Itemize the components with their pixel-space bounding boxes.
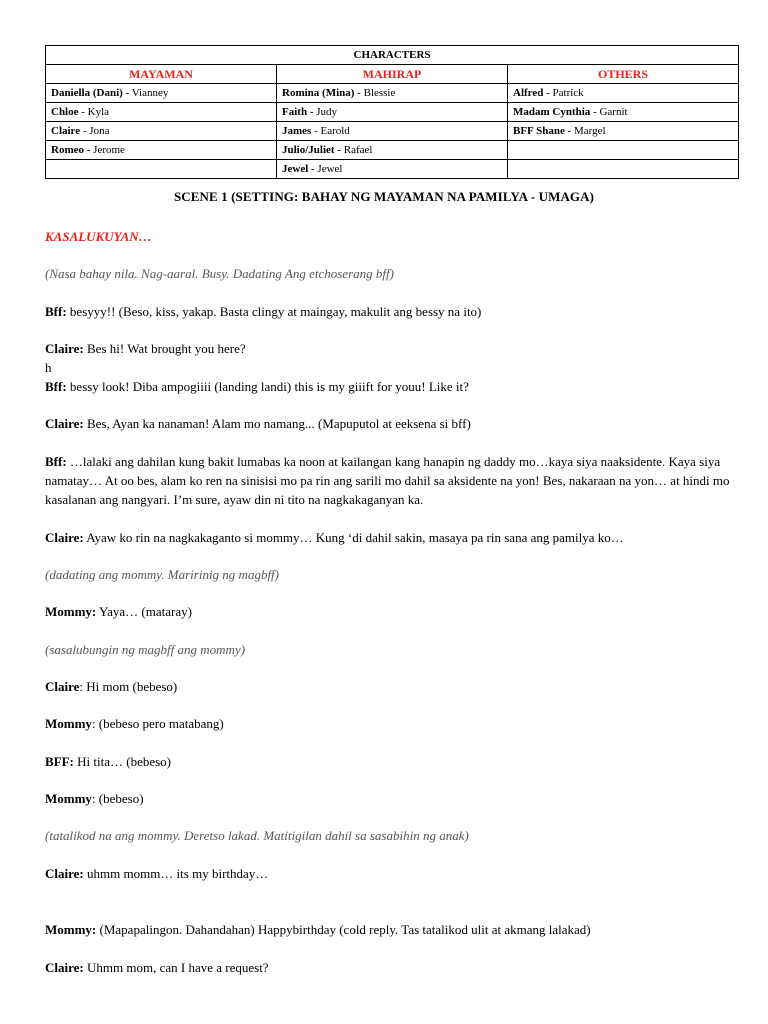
- dialogue-line: [45, 602, 735, 621]
- speaker: Claire:: [45, 960, 84, 975]
- actor-name: - Jerome: [84, 143, 125, 156]
- actor-name: - Rafael: [334, 143, 373, 156]
- dialogue-line: [45, 920, 735, 939]
- table-cell: [277, 160, 508, 179]
- table-cell: [46, 84, 277, 103]
- stage-direction: (dadating ang mommy. Maririnig ng magbff): [45, 567, 279, 582]
- dialogue-text: Yaya… (mataray): [96, 604, 192, 619]
- speaker: Bff:: [45, 304, 67, 319]
- dialogue-text: Hi tita… (bebeso): [73, 754, 172, 769]
- speaker: Claire: [45, 679, 80, 694]
- actor-name: - Jewel: [308, 162, 343, 175]
- dialogue-text: Bes hi! Wat brought you here?: [83, 341, 246, 356]
- actor-name: - Judy: [307, 105, 338, 118]
- dialogue-text: uhmm momm… its my birthday…: [83, 866, 269, 881]
- character-name: Claire: [51, 124, 81, 137]
- speaker: Mommy:: [45, 922, 97, 937]
- dialogue-text: Bes, Ayan ka nanaman! Alam mo namang... (Mapuputol at eeksena si bff): [83, 416, 471, 431]
- table-row: [46, 160, 739, 179]
- dialogue-text: Ayaw ko rin na nagkakaganto si mommy… Kung ‘di dahil sakin, masaya pa rin sana ang pamilya ko…: [83, 530, 624, 545]
- table-cell: [508, 122, 739, 141]
- dialogue-text: : (bebeso): [91, 791, 144, 806]
- speaker: Mommy:: [45, 604, 97, 619]
- dialogue-text: : (bebeso pero matabang): [91, 716, 224, 731]
- table-cell: [508, 103, 739, 122]
- actor-name: - Margel: [564, 124, 606, 137]
- speaker: BFF:: [45, 754, 74, 769]
- table-cell: [46, 141, 277, 160]
- character-name: Jewel: [282, 162, 309, 175]
- character-name: Romina (Mina): [282, 86, 355, 99]
- table-cell: [508, 141, 739, 160]
- speaker: Claire:: [45, 866, 84, 881]
- actor-name: - Garnit: [590, 105, 628, 118]
- character-name: Alfred: [513, 86, 544, 99]
- dialogue-line: [45, 864, 735, 883]
- table-row: [46, 122, 739, 141]
- table-row: [46, 84, 739, 103]
- table-cell: [46, 160, 277, 179]
- table-cell: [277, 84, 508, 103]
- table-cell: [46, 122, 277, 141]
- table-cell: [46, 103, 277, 122]
- column-header-mahirap: MAHIRAP: [277, 65, 508, 84]
- character-name: Romeo: [51, 143, 84, 156]
- stage-direction: (sasalubungin ng magbff ang mommy): [45, 642, 246, 657]
- character-name: James: [282, 124, 312, 137]
- dialogue-line: [45, 752, 735, 771]
- characters-table: [45, 45, 739, 179]
- actor-name: - Blessie: [354, 86, 396, 99]
- dialogue-text: Uhmm mom, can I have a request?: [83, 960, 269, 975]
- character-name: Faith: [282, 105, 308, 118]
- dialogue-line: [45, 528, 735, 547]
- table-cell: [508, 160, 739, 179]
- character-name: Julio/Juliet: [282, 143, 335, 156]
- actor-name: - Kyla: [78, 105, 110, 118]
- dialogue-text: (Mapapalingon. Dahandahan) Happybirthday (cold reply. Tas tatalikod ulit at akmang lalakad): [96, 922, 591, 937]
- table-cell: [277, 122, 508, 141]
- table-cell: [508, 84, 739, 103]
- table-cell: [277, 103, 508, 122]
- dialogue-text: besyyy!! (Beso, kiss, yakap. Basta clingy at maingay, makulit ang bessy na ito): [66, 304, 482, 319]
- column-header-mayaman: MAYAMAN: [46, 65, 277, 84]
- dialogue-line: [45, 958, 735, 977]
- stage-direction: (Nasa bahay nila. Nag-aaral. Busy. Dadating Ang etchoserang bff): [45, 266, 394, 281]
- time-marker: KASALUKUYAN…: [45, 229, 152, 244]
- stage-direction: (tatalikod na ang mommy. Deretso lakad. Matitigilan dahil sa sasabihin ng anak): [45, 828, 469, 843]
- dialogue-line: [45, 677, 735, 696]
- actor-name: - Vianney: [122, 86, 169, 99]
- dialogue-line: [45, 414, 735, 433]
- scene-heading: SCENE 1 (SETTING: BAHAY NG MAYAMAN NA PAMILYA - UMAGA): [173, 189, 595, 204]
- table-title: CHARACTERS: [46, 46, 739, 65]
- speaker: Bff:: [45, 454, 67, 469]
- character-name: Madam Cynthia: [513, 105, 591, 118]
- speaker: Mommy: [45, 716, 92, 731]
- dialogue-text: : Hi mom (bebeso): [79, 679, 178, 694]
- dialogue-line: [45, 714, 735, 733]
- table-cell: [277, 141, 508, 160]
- dialogue-text: …lalaki ang dahilan kung bakit lumabas ka noon at kailangan kang hanapin ng daddy mo…kaya siya naaksidente. Kaya siya namatay… At oo bes, alam ko ren na sinisisi mo pa rin ang sarili mo dahil sa aksidente na yon! Bes, nakaraan na yon… at hindi mo kasalanan ang nangyari. I’m sure, ayaw din ni tito na nagkakaganyan ka.: [45, 454, 730, 507]
- dialogue-line: [45, 452, 735, 509]
- dialogue-line: [45, 789, 735, 808]
- speaker: Mommy: [45, 791, 92, 806]
- speaker: Claire:: [45, 341, 84, 356]
- table-row: [46, 141, 739, 160]
- column-header-others: OTHERS: [508, 65, 739, 84]
- dialogue-line: [45, 339, 735, 358]
- character-name: Chloe: [51, 105, 79, 118]
- dialogue-text: bessy look! Diba ampogiiii (landing landi) this is my giiift for youu! Like it?: [66, 379, 469, 394]
- actor-name: - Earold: [311, 124, 350, 137]
- dialogue-line: [45, 302, 735, 321]
- speaker: Claire:: [45, 530, 84, 545]
- dialogue-line: [45, 377, 735, 396]
- character-name: BFF Shane: [513, 124, 565, 137]
- table-row: [46, 103, 739, 122]
- character-name: Daniella (Dani): [51, 86, 123, 99]
- speaker: Bff:: [45, 379, 67, 394]
- actor-name: - Jona: [80, 124, 110, 137]
- stray-text: h: [45, 360, 52, 375]
- speaker: Claire:: [45, 416, 84, 431]
- actor-name: - Patrick: [543, 86, 584, 99]
